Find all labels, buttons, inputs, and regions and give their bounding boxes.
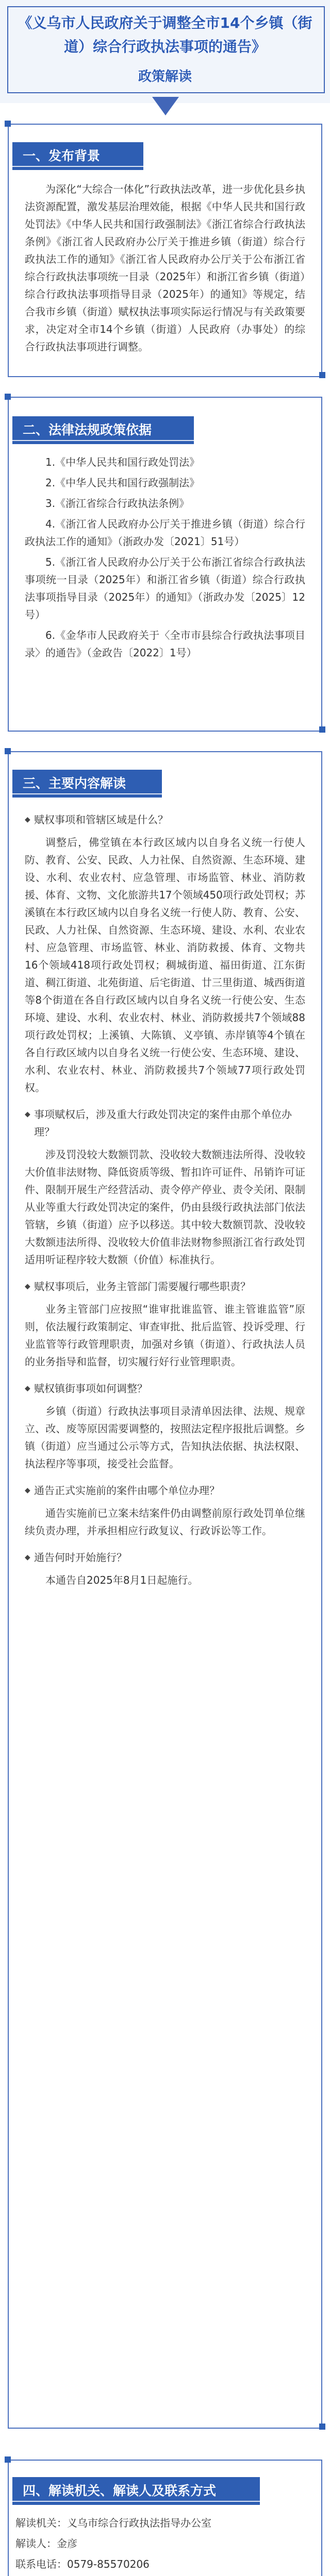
corner-square-icon — [5, 121, 11, 127]
question: ◆ 事项赋权后，涉及重大行政处罚决定的案件由那个单位办理？ — [25, 1106, 305, 1141]
answer: 通告实施前已立案未结案件仍由调整前原行政处罚单位继续负责办理，并承担相应行政复议、行政诉讼等工作。 — [25, 1507, 305, 1537]
answer: 本通告自2025年8月1日起施行。 — [45, 1574, 199, 1586]
section-heading: 三、主要内容解读 — [12, 770, 162, 798]
section-body — [15, 2514, 309, 2576]
list-item: 6.《金华市人民政府关于〈全市市县综合行政执法事项目录〉的通告》（金政告〔2022〕1号） — [25, 629, 305, 659]
list-item: 1.《中华人民共和国行政处罚法》 — [45, 456, 200, 468]
down-arrow-icon — [152, 97, 179, 115]
paragraph: 为深化“大综合一体化”行政执法改革，进一步优化县乡执法资源配置，激发基层治理效能，根据《中华人民共和国行政处罚法》《中华人民共和国行政强制法》《浙江省综合行政执法条例》《浙江省人民政府办公厅关于推进乡镇（街道）综合行政执法工作的通知》《浙江省人民政府办公厅关于公布浙江省综合行政执法事项统一目录（2025年）和浙江省乡镇（街道）综合行政执法事项指导目录（2025年）的通知》等规定，结合我市乡镇（街道）赋权执法事项实际运行情况与有关政策要求，决定对全市14个乡镇（街道）人民政府（办事处）的综合行政执法事项进行调整。 — [25, 183, 305, 353]
section-body — [25, 808, 305, 1598]
list-item: 2.《中华人民共和国行政强制法》 — [45, 477, 200, 489]
list-item: 5.《浙江省人民政府办公厅关于公布浙江省综合行政执法事项统一目录（2025年）和浙江省乡镇（街道）综合行政执法事项指导目录（2025年）的通知》（浙政办发〔2025〕12号） — [25, 556, 305, 621]
section-body — [25, 180, 305, 355]
page-title: 《义乌市人民政府关于调整全市14个乡镇（街道）综合行政执法事项的通告》 — [18, 14, 312, 55]
section-heading: 四、解读机关、解读人及联系方式 — [12, 2477, 260, 2505]
list-item: 3.《浙江省综合行政执法条例》 — [45, 497, 190, 510]
question: ◆ 赋权镇街事项如何调整？ — [25, 1380, 305, 1397]
corner-square-icon — [319, 2424, 325, 2430]
contact-agency: 解读机关：义乌市综合行政执法指导办公室 — [15, 2517, 211, 2529]
law-list — [25, 453, 305, 662]
corner-square-icon — [319, 372, 325, 378]
answer: 业务主管部门应按照“谁审批谁监管、谁主管谁监管”原则，依法履行政策制定、审查审批、批后监管、投诉受理、行业监管等行政管理职责，加强对乡镇（街道）、行政执法人员的业务指导和监督，切实履行好行业管理职责。 — [25, 1303, 305, 1368]
page-subtitle: 政策解读 — [138, 69, 192, 84]
corner-square-icon — [5, 748, 11, 754]
section-heading: 二、法律法规政策依据 — [12, 416, 194, 444]
question: ◆ 通告正式实施前的案件由哪个单位办理？ — [25, 1482, 305, 1499]
answer: 涉及罚没较大数额罚款、没收较大数额违法所得、没收较大价值非法财物、降低资质等级、暂扣许可证件、吊销许可证件、限制开展生产经营活动、责令停产停业、责令关闭、限制从业等重大行政处罚决定的案件，仍由县级行政执法部门依法管辖，乡镇（街道）应予以移送。其中较大数额罚款、没收较大数额违法所得、没收较大价值非法财物参照浙江省行政处罚适用听证程序较大数额（价值）标准执行。 — [25, 1148, 305, 1266]
section-body — [25, 453, 305, 665]
answer: 乡镇（街道）行政执法事项目录清单因法律、法规、规章立、改、废等原因需要调整的，按照法定程序报批后调整。乡镇（街道）应当通过公示等方式，告知执法依据、执法权限、执法程序等事项，接受社会监督。 — [25, 1405, 305, 1470]
list-item: 4.《浙江省人民政府办公厅关于推进乡镇（街道）综合行政执法工作的通知》（浙政办发〔2021〕51号） — [25, 518, 305, 548]
corner-square-icon — [5, 394, 11, 400]
contact-person: 解读人：金彦 — [15, 2537, 77, 2550]
corner-square-icon — [5, 2456, 11, 2463]
contact-phone: 联系电话：0579-85570206 — [15, 2558, 150, 2570]
title-banner — [0, 0, 330, 103]
section-heading: 一、发布背景 — [12, 142, 143, 170]
corner-square-icon — [319, 726, 325, 733]
answer: 调整后，佛堂镇在本行政区域内以自身名义统一行使人防、教育、公安、民政、人力社保、自然资源、生态环境、建设、水利、农业农村、应急管理、市场监管、林业、消防救援、体育、文物、文化旅游共17个领域450项行政处罚权；苏溪镇在本行政区域内以自身名义统一行使人防、教育、公安、民政、人力社保、自然资源、生态环境、建设、水利、农业农村、应急管理、市场监管、林业、消防救援、体育、文物共16个领域418项行政处罚权；稠城街道、福田街道、江东街道、稠江街道、北苑街道、后宅街道、廿三里街道、城西街道等8个街道在各自行政区域内以自身名义统一行使公安、生态环境、建设、水利、农业农村、林业、消防救援共7个领域88项行政处罚权；上溪镇、大陈镇、义亭镇、赤岸镇等4个镇在各自行政区域内以自身名义统一行使公安、生态环境、建设、水利、农业农村、林业、消防救援共7个领域77项行政处罚权。 — [25, 836, 305, 1094]
question: ◆ 通告何时开始施行？ — [25, 1549, 305, 1566]
question: ◆ 赋权事项后，业务主管部门需要履行哪些职责？ — [25, 1278, 305, 1295]
question: ◆ 赋权事项和管辖区域是什么？ — [25, 811, 305, 828]
